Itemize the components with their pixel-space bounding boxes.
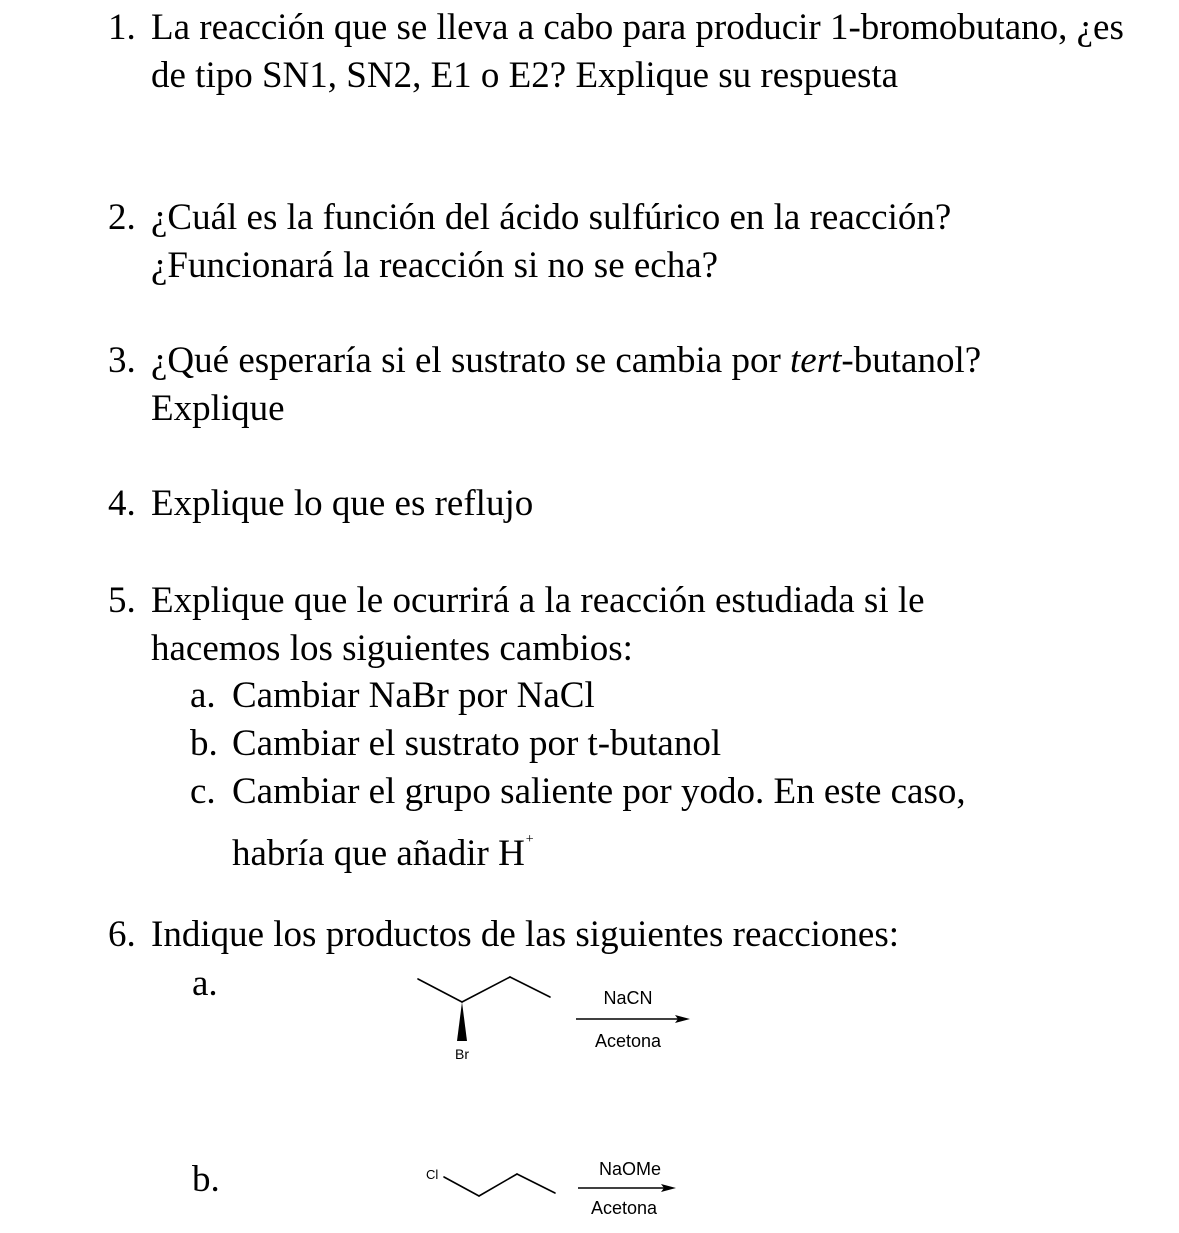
q5-item-c: [190, 768, 1090, 878]
substituent-br-label: Br: [455, 1046, 469, 1062]
molecule-a-skeleton: [418, 977, 550, 1002]
question-number: 6.: [108, 914, 136, 955]
solvent-label: Acetona: [590, 1198, 658, 1218]
question-number: 3.: [108, 340, 136, 381]
item-text: Cambiar NaBr por NaCl: [232, 675, 595, 716]
substituent-cl-label: Cl: [426, 1167, 439, 1182]
italic-prefix: tert: [790, 340, 842, 381]
q5-item-a: [190, 672, 1090, 720]
reaction-b-label: b.: [192, 1159, 220, 1200]
question-text: La reacción que se lleva a cabo para producir 1-bromobutano, ¿es de tipo SN1, SN2, E1 o E2? Explique su respuesta: [151, 7, 1124, 96]
question-5: [108, 577, 1158, 673]
question-1: [108, 4, 1158, 100]
question-text: ¿Cuál es la función del ácido sulfúrico en la reacción? ¿Funcionará la reacción si no se echa?: [151, 197, 952, 286]
question-text: Indique los productos de las siguientes reacciones:: [151, 914, 900, 955]
reaction-a-label: a.: [192, 963, 218, 1004]
item-label: c.: [190, 771, 216, 812]
question-number: 2.: [108, 197, 136, 238]
superscript-plus: +: [525, 832, 534, 847]
question-number: 1.: [108, 7, 136, 48]
question-number: 5.: [108, 580, 136, 621]
question-4: [108, 480, 1158, 528]
reaction-b-scheme: [400, 1150, 720, 1230]
question-2: [108, 194, 1158, 290]
solvent-label: Acetona: [594, 1031, 662, 1051]
question-text: Explique lo que es reflujo: [151, 483, 534, 524]
item-text: Cambiar el grupo saliente por yodo. En este caso, habría que añadir H+: [232, 771, 966, 874]
item-text: Cambiar el sustrato por t-butanol: [232, 723, 722, 764]
reagent-label: NaOMe: [598, 1159, 662, 1179]
reagent-label: NaCN: [603, 988, 653, 1008]
q5-item-b: [190, 720, 1090, 768]
molecule-b-skeleton: [444, 1174, 555, 1196]
question-text: Explique que le ocurrirá a la reacción estudiada si le hacemos los siguientes cambios:: [151, 580, 925, 669]
question-text: ¿Qué esperaría si el sustrato se cambia por tert-butanol? Explique: [151, 340, 982, 429]
question-6: [108, 911, 1158, 959]
question-number: 4.: [108, 483, 136, 524]
reaction-a-scheme: [400, 960, 720, 1070]
item-label: b.: [190, 723, 218, 764]
wedge-bond: [457, 1002, 467, 1041]
item-label: a.: [190, 675, 216, 716]
question-3: [108, 337, 1158, 433]
